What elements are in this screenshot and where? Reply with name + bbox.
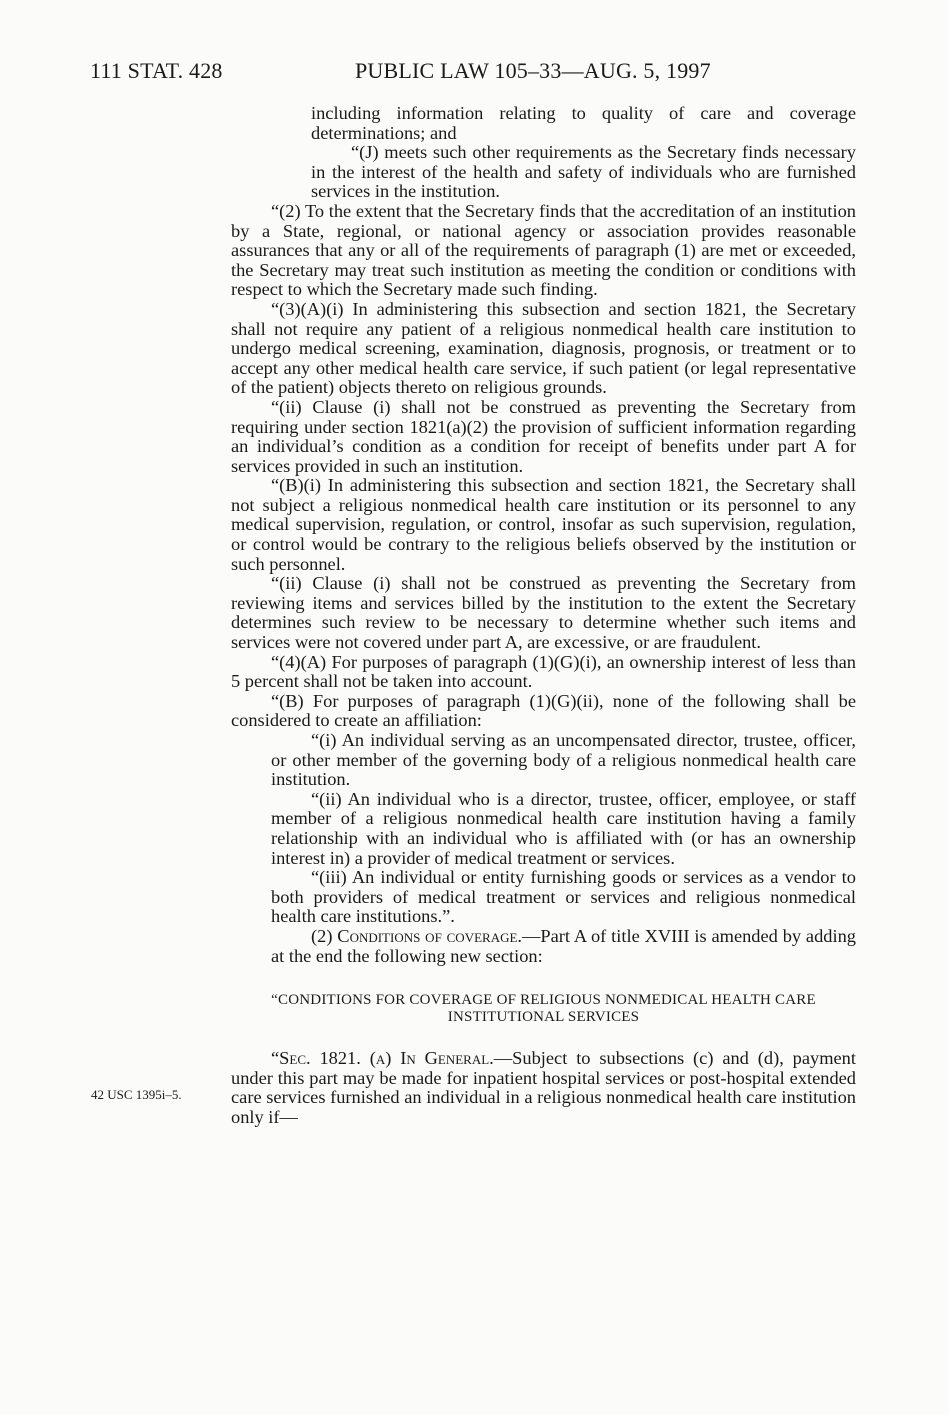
paragraph: “(3)(A)(i) In administering this subsection and section 1821, the Secretary shall not require any patient of a religious nonmedical health care institution to undergo medical screening, examination, diagnosis, prognosis, or treatment or to accept any other medical health care service, if such patient (or legal representative of the patient) objects thereto on religious grounds. [231, 298, 856, 398]
paragraph: including information relating to quality of care and coverage determinations; and [311, 103, 856, 143]
paragraph-text: .—Subject to subsections (c) and (d), payment under this part may be made for inpatient hospital services or post-hospital extended care services furnished an individual in a religious nonmedical health care institution only if— [231, 1048, 856, 1127]
page-body [231, 104, 856, 1128]
paragraph: “(J) meets such other requirements as the Secretary finds necessary in the interest of the health and safety of individuals who are furnished services in the institution. [311, 142, 856, 202]
paragraph [231, 1049, 856, 1127]
paragraph: “(ii) Clause (i) shall not be construed as preventing the Secretary from reviewing items and services billed by the institution to the extent the Secretary determines such review to be necessary to determine whether such items and services were not covered under part A, are excessive, or are fraudulent. [231, 573, 856, 653]
section-number: “Sec. 1821. (a) [271, 1048, 401, 1069]
margin-citation: 42 USC 1395i–5. [91, 1087, 182, 1102]
paragraph: “(iii) An individual or entity furnishing goods or services as a vendor to both providers of medical treatment or services and religious nonmedical health care institutions.”. [271, 867, 856, 927]
paragraph [271, 927, 856, 966]
paragraph: “(B)(i) In administering this subsection and section 1821, the Secretary shall not subject a religious nonmedical health care institution or its personnel to any medical supervision, regulation, or control, insofar as such supervision, regulation, or control would be contrary to the religious beliefs observed by the institution or such personnel. [231, 475, 856, 574]
paragraph-number: (2) [311, 925, 338, 946]
paragraph: “(i) An individual serving as an uncompensated director, trustee, officer, or other member of the governing body of a religious nonmedical health care institution. [271, 730, 856, 790]
paragraph-heading: Conditions of coverage [337, 925, 518, 946]
page-title: PUBLIC LAW 105–33—AUG. 5, 1997 [355, 58, 711, 83]
paragraph: “(2) To the extent that the Secretary finds that the accreditation of an institution by a State, regional, or national agency or association provides reasonable assurances that any or all of the requirements of paragraph (1) are met or exceeded, the Secretary may treat such institution as meeting the condition or conditions with respect to which the Secretary made such finding. [231, 200, 856, 300]
paragraph: “(B) For purposes of paragraph (1)(G)(ii), none of the following shall be considered to create an affiliation: [231, 690, 856, 731]
page-stat-reference: 111 STAT. 428 [90, 58, 223, 83]
section-heading: “CONDITIONS FOR COVERAGE OF RELIGIOUS NONMEDICAL HEALTH CARE INSTITUTIONAL SERVICES [271, 992, 816, 1026]
paragraph: “(ii) Clause (i) shall not be construed as preventing the Secretary from requiring under section 1821(a)(2) the provision of sufficient information regarding an individual’s condition as a condition for receipt of benefits under part A for services provided in such an institution. [231, 396, 856, 476]
paragraph-text: .—Part A of title XVIII is amended by adding at the end the following new section: [271, 925, 856, 966]
paragraph: “(ii) An individual who is a director, trustee, officer, employee, or staff member of a religious nonmedical health care institution having a family relationship with an individual who is affiliated with (or has an ownership interest in) a provider of medical treatment or services. [271, 788, 856, 868]
subsection-heading: In General [400, 1048, 490, 1069]
paragraph: “(4)(A) For purposes of paragraph (1)(G)(i), an ownership interest of less than 5 percent shall not be taken into account. [231, 651, 856, 692]
